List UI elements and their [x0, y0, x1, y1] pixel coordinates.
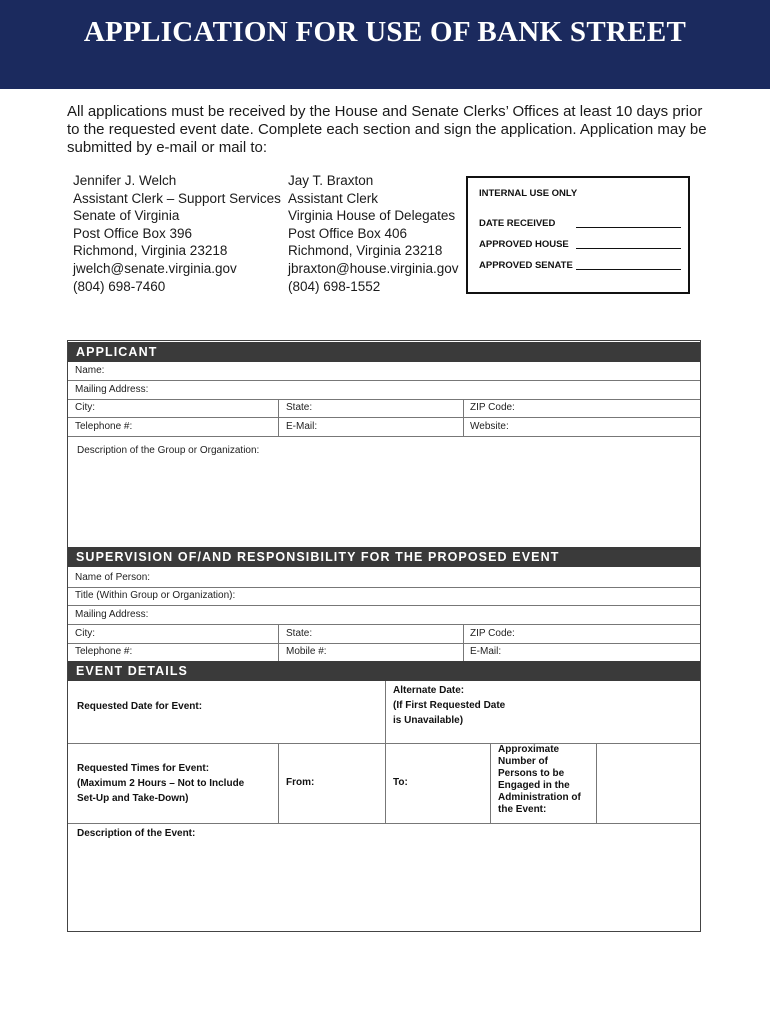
alternate-date-note: (If First Requested Date [393, 700, 506, 711]
applicant-state-field[interactable]: State: [286, 402, 313, 413]
applicant-email-field[interactable]: E-Mail: [286, 421, 318, 432]
title-banner [0, 0, 770, 89]
applicant-city-field[interactable]: City: [75, 402, 95, 413]
event-section-header: EVENT DETAILS [68, 661, 700, 681]
contact-line: Assistant Clerk – Support Services [73, 190, 281, 206]
internal-use-box [466, 176, 690, 294]
contact-line: Jay T. Braxton [288, 173, 374, 188]
senate-contact [73, 172, 281, 295]
approved-house-label: APPROVED HOUSE [479, 239, 569, 250]
house-contact [288, 172, 459, 295]
applicant-website-field[interactable]: Website: [470, 421, 509, 432]
contact-phone: (804) 698-1552 [288, 278, 381, 294]
approx-persons-line: Approximate [498, 744, 560, 755]
contact-email: jwelch@senate.virginia.gov [73, 260, 237, 276]
page-title: APPLICATION FOR USE OF BANK STREET [83, 16, 687, 48]
contact-line: Assistant Clerk [288, 190, 379, 206]
applicant-telephone-field[interactable]: Telephone #: [75, 421, 133, 432]
contact-line: Senate of Virginia [73, 208, 180, 224]
approx-persons-label [498, 744, 581, 816]
approved-senate-line[interactable] [576, 269, 681, 270]
contact-line: Post Office Box 406 [288, 225, 408, 241]
approx-persons-line: Persons to be [498, 768, 565, 779]
supervisor-telephone-field[interactable]: Telephone #: [75, 646, 133, 657]
applicant-description-field[interactable]: Description of the Group or Organization: [77, 445, 260, 456]
supervisor-mobile-field[interactable]: Mobile #: [286, 646, 327, 657]
date-received-row [479, 218, 555, 229]
requested-times-title: Requested Times for Event: [77, 763, 210, 774]
approved-house-line[interactable] [576, 248, 681, 249]
approved-senate-label: APPROVED SENATE [479, 260, 573, 271]
supervisor-name-field[interactable]: Name of Person: [75, 572, 151, 583]
supervisor-zip-field[interactable]: ZIP Code: [470, 628, 515, 639]
from-time-field[interactable]: From: [286, 777, 315, 788]
approx-persons-line: Number of [498, 756, 548, 767]
alternate-date-label: Alternate Date: [393, 685, 465, 696]
approved-house-row [479, 239, 569, 250]
contact-line: Virginia House of Delegates [288, 208, 456, 224]
approx-persons-line: Administration of [498, 792, 581, 803]
applicant-zip-field[interactable]: ZIP Code: [470, 402, 515, 413]
application-form [67, 340, 701, 932]
to-time-field[interactable]: To: [393, 777, 408, 788]
event-description-field[interactable]: Description of the Event: [77, 828, 196, 839]
applicant-section-header: APPLICANT [68, 342, 700, 362]
contact-email: jbraxton@house.virginia.gov [288, 260, 459, 276]
applicant-mailing-address-field[interactable]: Mailing Address: [75, 384, 149, 395]
supervision-section-header: SUPERVISION OF/AND RESPONSIBILITY FOR THE PROPOSED EVENT [68, 547, 700, 567]
contact-line: Richmond, Virginia 23218 [288, 243, 443, 259]
applicant-name-field[interactable]: Name: [75, 365, 105, 376]
approx-persons-line: Engaged in the [498, 780, 570, 791]
supervisor-title-field[interactable]: Title (Within Group or Organization): [75, 590, 236, 601]
supervisor-mailing-address-field[interactable]: Mailing Address: [75, 609, 149, 620]
approx-persons-line: the Event: [498, 804, 547, 815]
supervisor-email-field[interactable]: E-Mail: [470, 646, 502, 657]
requested-date-field[interactable]: Requested Date for Event: [77, 701, 203, 712]
alternate-date-note: is Unavailable) [393, 715, 464, 726]
internal-use-title: INTERNAL USE ONLY [479, 188, 578, 199]
contact-line: Richmond, Virginia 23218 [73, 243, 228, 259]
supervisor-state-field[interactable]: State: [286, 628, 313, 639]
approved-senate-row [479, 260, 573, 271]
alternate-date-field[interactable] [393, 683, 505, 728]
date-received-line[interactable] [576, 227, 681, 228]
supervisor-city-field[interactable]: City: [75, 628, 95, 639]
contact-line: Jennifer J. Welch [73, 173, 177, 188]
intro-text: All applications must be received by the House and Senate Clerks’ Offices at least 10 days prior to the requested event date. Complete each section and sign the application. Application may be submitted by e-mail or mail to: [67, 103, 707, 156]
requested-times-note: (Maximum 2 Hours – Not to Include [77, 778, 245, 789]
contact-line: Post Office Box 396 [73, 225, 193, 241]
requested-times-label [77, 761, 244, 806]
date-received-label: DATE RECEIVED [479, 218, 556, 229]
requested-times-note: Set-Up and Take-Down) [77, 793, 189, 804]
contact-phone: (804) 698-7460 [73, 278, 166, 294]
